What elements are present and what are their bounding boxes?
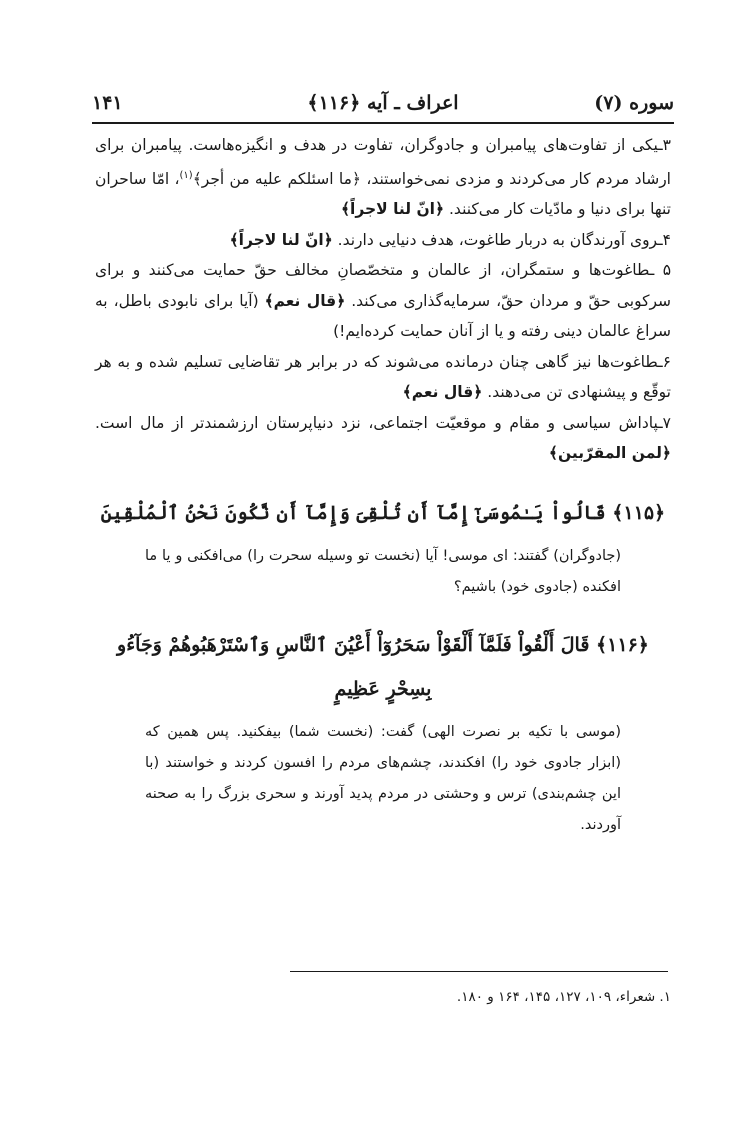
lesson-text: روی آورندگان به دربار طاغوت، هدف دنیایی دارند. [332,230,659,249]
surah-label: سوره (۷) [594,92,674,114]
lesson-number: ۷ـ [658,413,671,432]
verse-arabic-text: قَالُواْ يَـٰمُوسَىٰٓ إِمَّآ أَن تُلْقِىَ وَإِمَّآ أَن نَّكُونَ نَحْنُ ٱلْمُلْقِينَ [100,501,606,524]
verse-number: ﴿۱۱۵﴾ [612,501,666,524]
lesson-text: طاغوت‌ها نیز گاهی چنان درمانده می‌شوند که در برابر هر تقاضایی تسلیم شده و به هر توقّع و پیشنهادی تن می‌دهند. [95,352,671,402]
lesson-item [95,130,671,225]
lesson-number: ۳ـ [658,136,671,154]
lesson-text: طاغوت‌ها و ستمگران، از عالمان و متخصّصانِ مخالف حقّ حمایت می‌کنند و برای سرکوبی حقّ و مردان حقّ، سرمایه‌گذاری می‌کند. [95,261,671,310]
verse-translation: (موسی با تکیه بر نصرت الهی) گفت: (نخست شما) بیفکنید. پس همین که (ابزار جادوی خود را) افکندند، چشم‌های مردم را افسون کردند و خواستند (با این چشم‌بندی) ترس و وحشتی در مردم پدید آورند و سحری بزرگ را به صحنه آوردند. [145,723,621,833]
lesson-number: ۶ـ [658,352,671,371]
quran-quote: ﴿قال نعم﴾ [402,383,483,402]
lesson-number: ۴ـ [658,230,671,249]
verse-arabic-text: قَالَ أَلْقُواْ فَلَمَّآ أَلْقَوْاْ سَحَرُوٓاْ أَعْيُنَ ٱلنَّاسِ وَٱسْتَرْهَبُوهُمْ وَجَآءُو بِسِحْرٍ عَظِيمٍ [117,633,590,700]
lesson-item [95,347,671,408]
chapter-verse-title: اعراف ـ آیه ﴿۱۱۶﴾ [307,92,459,114]
lesson-text: یکی از تفاوت‌های پیامبران و جادوگران، تفاوت در هدف و انگیزه‌هاست. پیامبران برای ارشاد مردم کار می‌کردند و مزدی نمی‌خواستند، ﴿ما اسئلکم علیه من أجر﴾ [95,136,671,188]
footnote-divider [290,971,668,972]
lesson-item [95,408,671,469]
lesson-text-continued: ، امّا ساحران تنها برای دنیا و مادّیات کار می‌کنند. [95,169,671,219]
lesson-item [95,255,671,347]
quran-quote: ﴿قال نعم﴾ [264,291,346,310]
lesson-text: پاداش سیاسی و مقام و موقعیّت اجتماعی، نزد دنیاپرستان ارزشمندتر از مال است. [95,413,659,432]
quran-verse [95,623,671,711]
lesson-number: ۵ ـ [649,261,672,280]
page-header [92,88,674,122]
verse-translation: (جادوگران) گفتند: ای موسی! آیا (نخست تو وسیله سحرت را) می‌افکنی و یا ما افکنده (جادوی خود) باشیم؟ [145,547,621,595]
page-body [95,130,671,841]
page-number: ۱۴۱ [92,92,123,114]
quran-quote: ﴿انّ لنا لاجراً﴾ [340,200,445,219]
footnote-reference: (۱) [179,169,193,181]
footnote: ۱. شعراء، ۱۰۹، ۱۲۷، ۱۴۵، ۱۶۴ و ۱۸۰. [456,989,671,1005]
header-divider [92,122,674,124]
quran-quote: ﴿لمن المقرّبین﴾ [548,444,671,463]
lesson-text-continued: (آیا برای نابودی باطل، به سراغ عالمان دینی رفته و یا از آنان حمایت کرده‌ایم!) [95,291,671,341]
quran-verse [95,491,671,535]
quran-quote: ﴿انّ لنا لاجراً﴾ [229,230,333,249]
verse-number: ﴿۱۱۶﴾ [596,633,649,656]
lesson-item [95,225,671,256]
